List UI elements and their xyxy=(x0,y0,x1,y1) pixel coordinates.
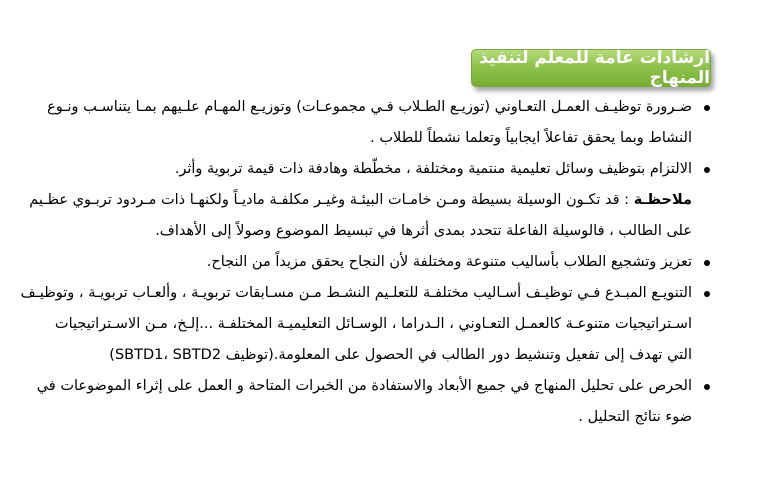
list-item-line: التنويـع المبـدع فـي توظيـف أسـاليب مختلفـة للتعلـيم النشـط مـن مسـابقات تربويـة ، وألعـاب تربويـة ، وتوظيـف xyxy=(104,280,692,306)
guidelines-list xyxy=(20,94,692,435)
note-label: ملاحظـة xyxy=(633,192,692,208)
note-text: على الطالب ، فالوسيلة الفاعلة تتحدد بمدى أثرها في تبسيط الموضوع وصولاً إلى الأهداف. xyxy=(155,223,692,239)
list-item-line: اسـتراتيجيات متنوعـة كالعمـل التعـاوني ، الـدراما ، الوسـائل التعليميـة المختلفـة ...إلـخ، مـن الاسـتراتيجيات xyxy=(54,316,692,332)
note-text: : قد تكـون الوسيلة بسيطة ومـن خامـات البيئـة وغيـر مكلفـة ماديـاً ولكنهـا ذات مـردود تربـوي عظـيم xyxy=(29,192,634,208)
list-item-line: تعزيز وتشجيع الطلاب بأساليب متنوعة ومختلفة لأن النجاح يحقق مزيداً من النجاح. xyxy=(104,249,692,275)
list-item-line: الحرص على تحليل المنهاج في جميع الأبعاد والاستفادة من الخبرات المتاحة و العمل على إثراء الموضوعات في xyxy=(104,373,692,399)
list-item-line: ضـرورة توظيـف العمـل التعـاوني (توزيـع الطـلاب فـي مجموعـات) وتوزيـع المهـام علـيهم بمـا يتناسـب ونـوع xyxy=(104,94,692,120)
list-item-line: التي تهدف إلى تفعيل وتنشيط دور الطالب في الحصول على المعلومة.(توظيف SBTD1، SBTD2) xyxy=(109,347,692,363)
bullet-icon xyxy=(704,105,710,111)
section-title: ارشادات عامة للمعلم لتنفيذ المنهاج xyxy=(479,48,710,88)
note-line xyxy=(104,218,692,244)
section-title-banner xyxy=(471,49,711,87)
note-line xyxy=(29,187,692,213)
list-item-line: ضوء نتائج التحليل . xyxy=(578,409,692,425)
bullet-icon xyxy=(704,167,710,173)
list-item-line: الالتزام بتوظيف وسائل تعليمية منتمية ومختلفة ، مخطّطة وهادفة ذات قيمة تربوية وأثر. xyxy=(104,156,692,182)
bullet-icon xyxy=(704,384,710,390)
bullet-icon xyxy=(704,260,710,266)
list-item-line: النشاط وبما يحقق تفاعلاً ايجابياً وتعلما نشطاً للطلاب . xyxy=(370,130,692,146)
code-references: SBTD1، SBTD2 xyxy=(114,347,222,363)
bullet-icon xyxy=(704,291,710,297)
